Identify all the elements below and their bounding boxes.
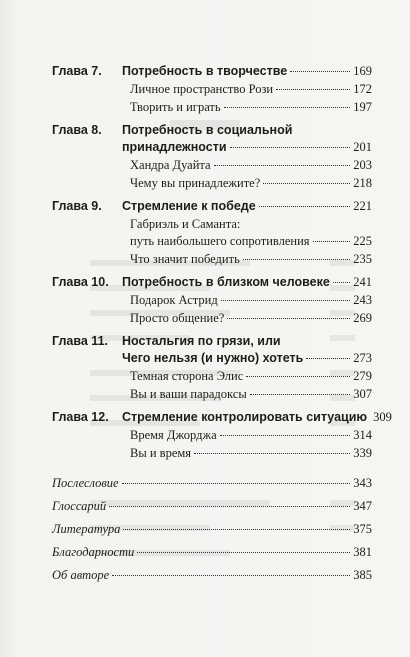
section-row[interactable] [130, 310, 372, 326]
chapter-title: Чего нельзя (и нужно) хотеть [122, 351, 304, 365]
page-number: 309 [373, 410, 392, 424]
page-number: 381 [353, 545, 372, 559]
leader-dots [276, 89, 350, 90]
section-title: Подарок Астрид [130, 293, 218, 307]
leader-dots [123, 529, 350, 530]
page-number: 201 [353, 140, 372, 154]
page-number: 225 [353, 234, 372, 248]
backmatter-title: Глоссарий [52, 499, 107, 513]
backmatter-title: Послесловие [52, 476, 119, 490]
page-number: 339 [353, 446, 372, 460]
page-number: 169 [353, 64, 372, 78]
leader-dots [333, 282, 350, 283]
page-number: 347 [353, 499, 372, 513]
page-number: 241 [353, 275, 372, 289]
section-title: Просто общение? [130, 311, 225, 325]
leader-dots [112, 575, 350, 576]
chapter-title-row[interactable] [122, 274, 372, 290]
section-row[interactable] [130, 251, 372, 267]
chapter-title-row[interactable] [122, 139, 372, 155]
chapter-title: принадлежности [122, 140, 227, 154]
chapter-title: Потребность в близком человеке [122, 275, 330, 289]
leader-dots [109, 506, 350, 507]
backmatter-title: Литература [52, 522, 121, 536]
leader-dots [194, 453, 350, 454]
section-title: Что значит победить [130, 252, 240, 266]
backmatter-title: Благодарности [52, 545, 135, 559]
page-number: 314 [353, 428, 372, 442]
section-title: Творить и играть [130, 100, 221, 114]
leader-dots [220, 435, 351, 436]
section-row[interactable] [130, 386, 372, 402]
page-number: 343 [353, 476, 372, 490]
section-title: Чему вы принадлежите? [130, 176, 261, 190]
page-number: 279 [353, 369, 372, 383]
leader-dots [250, 394, 350, 395]
section-row[interactable] [130, 175, 372, 191]
chapter-title-line: Ностальгия по грязи, или [122, 334, 281, 348]
section-title: Темная сторона Элис [130, 369, 244, 383]
leader-dots [243, 259, 350, 260]
page-number: 172 [353, 82, 372, 96]
page-number: 269 [353, 311, 372, 325]
backmatter-row[interactable] [52, 475, 372, 491]
chapter-label: Глава 7. [52, 64, 102, 78]
leader-dots [227, 318, 350, 319]
chapter-title-row[interactable] [122, 198, 372, 214]
section-row[interactable] [130, 445, 372, 461]
page-number: 235 [353, 252, 372, 266]
chapter-title-row[interactable] [122, 63, 372, 79]
chapter-label: Глава 9. [52, 199, 102, 213]
section-title-line: Габриэль и Саманта: [130, 217, 241, 231]
leader-dots [214, 165, 351, 166]
backmatter-row[interactable] [52, 544, 372, 560]
leader-dots [224, 107, 351, 108]
leader-dots [246, 376, 350, 377]
section-row[interactable] [130, 233, 372, 249]
section-row[interactable] [130, 81, 372, 97]
chapter-label: Глава 8. [52, 123, 102, 137]
chapter-label: Глава 10. [52, 275, 109, 289]
leader-dots [313, 241, 351, 242]
page-number: 203 [353, 158, 372, 172]
chapter-title: Стремление контролировать ситуацию [122, 410, 368, 424]
backmatter-row[interactable] [52, 521, 372, 537]
chapter-label: Глава 12. [52, 410, 109, 424]
section-row[interactable] [130, 292, 372, 308]
section-title: Вы и время [130, 446, 192, 460]
leader-dots [122, 483, 351, 484]
backmatter-row[interactable] [52, 567, 372, 583]
section-row[interactable] [130, 157, 372, 173]
section-row[interactable] [130, 368, 372, 384]
backmatter-title: Об авторе [52, 568, 110, 582]
section-row[interactable] [130, 99, 372, 115]
page-number: 218 [353, 176, 372, 190]
page-number: 221 [353, 199, 372, 213]
chapter-title: Стремление к победе [122, 199, 256, 213]
chapter-label: Глава 11. [52, 334, 108, 348]
section-title: Личное пространство Рози [130, 82, 274, 96]
page-number: 375 [353, 522, 372, 536]
leader-dots [290, 71, 350, 72]
section-title: Вы и ваши парадоксы [130, 387, 247, 401]
section-title: путь наибольшего сопротивления [130, 234, 310, 248]
chapter-title-row[interactable] [122, 409, 392, 425]
leader-dots [137, 552, 350, 553]
section-title: Хандра Дуайта [130, 158, 211, 172]
section-title: Время Джорджа [130, 428, 217, 442]
chapter-title-row[interactable] [122, 350, 372, 366]
leader-dots [230, 147, 351, 148]
chapter-title: Потребность в творчестве [122, 64, 288, 78]
leader-dots [306, 358, 350, 359]
backmatter-row[interactable] [52, 498, 372, 514]
page-number: 273 [353, 351, 372, 365]
page-number: 243 [353, 293, 372, 307]
section-row[interactable] [130, 427, 372, 443]
leader-dots [259, 206, 351, 207]
page-number: 307 [353, 387, 372, 401]
page-number: 197 [353, 100, 372, 114]
leader-dots [221, 300, 351, 301]
page-number: 385 [353, 568, 372, 582]
chapter-title-line: Потребность в социальной [122, 123, 293, 137]
leader-dots [263, 183, 350, 184]
